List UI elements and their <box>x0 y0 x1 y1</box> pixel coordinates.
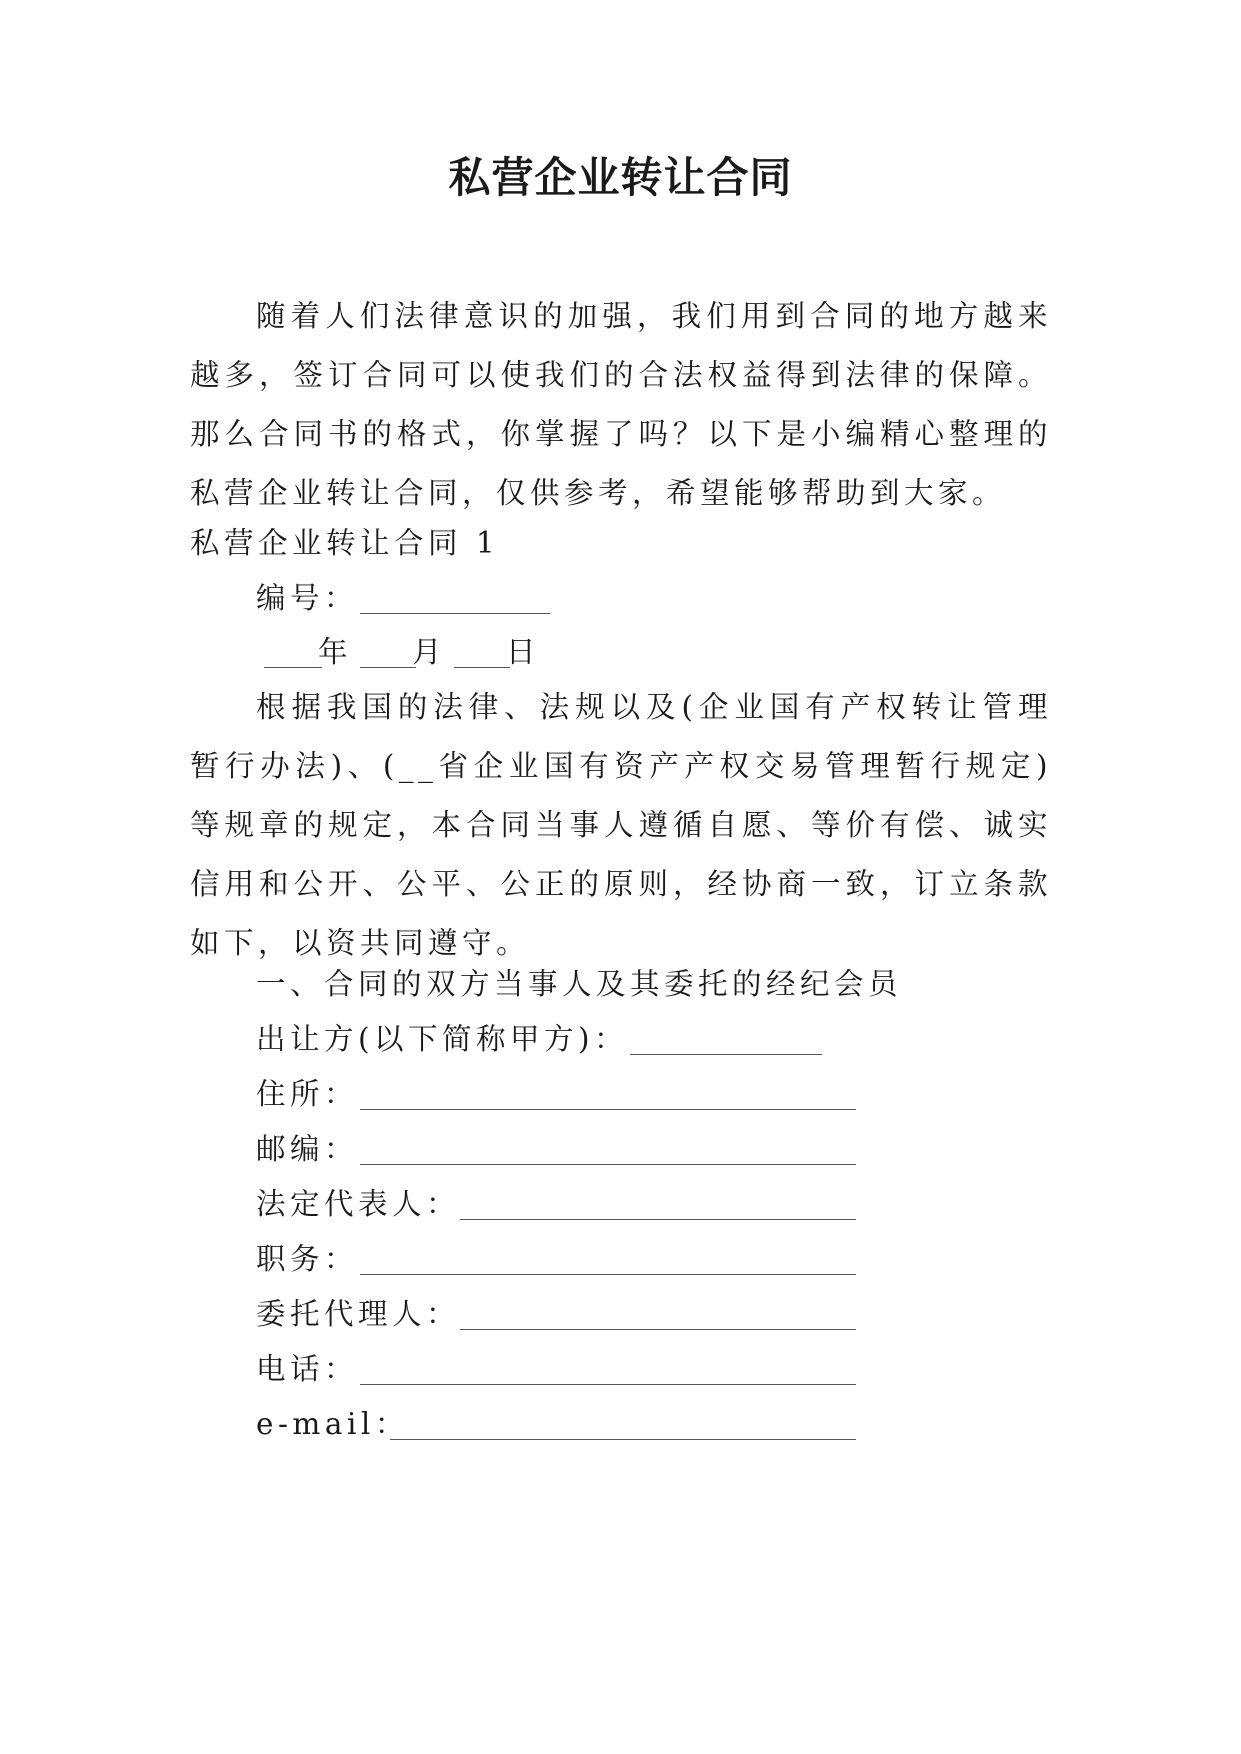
position-row <box>256 1230 358 1289</box>
date-year-label: 年 <box>318 635 353 669</box>
legal-rep-row <box>256 1175 460 1234</box>
agent-label: 委托代理人： <box>256 1297 461 1331</box>
date-row <box>256 623 556 682</box>
transferor-row <box>256 1010 628 1069</box>
agent-row <box>256 1285 460 1344</box>
postcode-blank[interactable] <box>360 1134 856 1165</box>
clause-one-heading: 一、合同的双方当事人及其委托的经纪会员 <box>256 967 903 1001</box>
postcode-label: 邮编： <box>256 1132 359 1166</box>
legal-rep-label: 法定代表人： <box>256 1187 461 1221</box>
number-blank[interactable] <box>360 583 550 614</box>
address-label: 住所： <box>256 1077 359 1111</box>
agent-blank[interactable] <box>460 1299 856 1330</box>
postcode-row <box>256 1120 358 1179</box>
position-label: 职务： <box>256 1242 359 1276</box>
year-blank[interactable] <box>264 637 322 668</box>
phone-row <box>256 1340 358 1399</box>
intro-paragraph: 随着人们法律意识的加强，我们用到合同的地方越来越多，签订合同可以使我们的合法权益得到法律的保障。那么合同书的格式，你掌握了吗？以下是小编精心整理的私营企业转让合同，仅供参考，希望能够帮助到大家。 <box>190 299 1052 510</box>
number-label: 编号： <box>256 581 359 615</box>
email-row <box>256 1395 409 1454</box>
email-blank[interactable] <box>390 1409 856 1440</box>
section-heading: 私营企业转让合同 1 <box>190 526 500 560</box>
date-month-label: 月 <box>412 635 447 669</box>
transferor-blank[interactable] <box>630 1024 822 1055</box>
phone-blank[interactable] <box>360 1354 856 1385</box>
phone-label: 电话： <box>256 1352 359 1386</box>
address-blank[interactable] <box>360 1079 856 1110</box>
document-title: 私营企业转让合同 <box>448 153 793 202</box>
number-row <box>256 569 358 628</box>
basis-paragraph: 根据我国的法律、法规以及(企业国有产权转让管理暂行办法)、(__省企业国有资产产权交易管理暂行规定)等规章的规定，本合同当事人遵循自愿、等价有偿、诚实信用和公开、公平、公正的原则，经协商一致，订立条款如下，以资共同遵守。 <box>190 690 1052 960</box>
legal-rep-blank[interactable] <box>460 1189 856 1220</box>
day-blank[interactable] <box>454 637 510 668</box>
month-blank[interactable] <box>360 637 416 668</box>
transferor-label: 出让方(以下简称甲方)： <box>256 1022 629 1056</box>
position-blank[interactable] <box>360 1244 856 1275</box>
email-label: e-mail： <box>256 1407 409 1441</box>
address-row <box>256 1065 358 1124</box>
date-day-label: 日 <box>506 635 541 669</box>
